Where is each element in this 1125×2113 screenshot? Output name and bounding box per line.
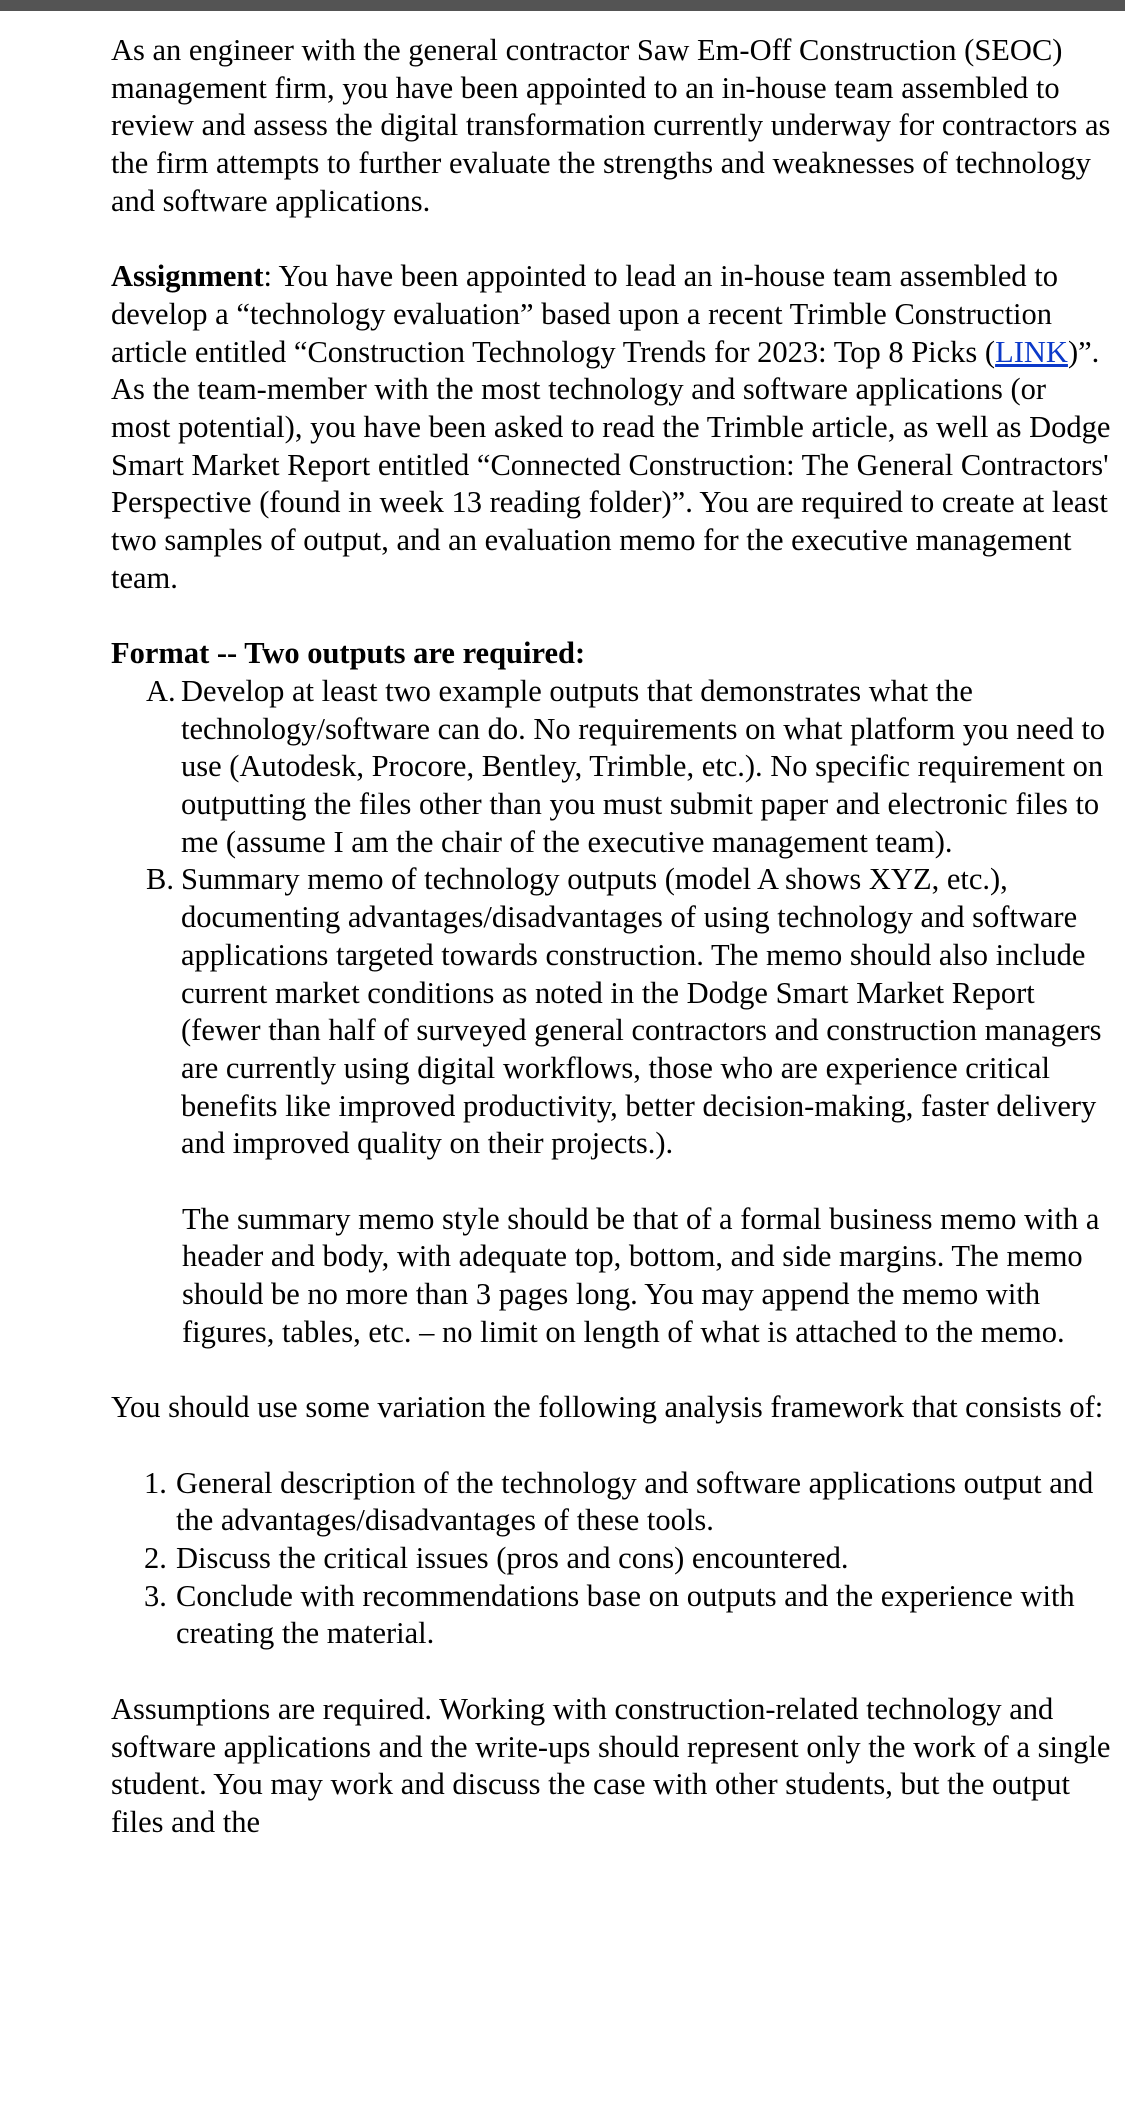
list-item-text: Develop at least two example outputs that demonstrates what the technology/software can do. No requirements on what platform you need to use (Autodesk, Procore, Bentley, Trimble, etc.). No specific requirement on outputting the files other than you must submit paper and electronic files to me (assume I am the chair of the executive management team). bbox=[181, 673, 1106, 859]
document-page bbox=[111, 32, 1111, 1842]
list-item-text: Discuss the critical issues (pros and cons) encountered. bbox=[176, 1541, 849, 1576]
trimble-article-link[interactable]: LINK bbox=[995, 334, 1068, 369]
framework-list-item-1 bbox=[144, 1465, 1111, 1540]
assignment-text-before-link: : You have been appointed to lead an in-house team assembled to develop a “technology evaluation” based upon a recent Trimble Construction article entitled “Construction Technology Trends for 2023: Top 8 Picks ( bbox=[111, 259, 1059, 369]
list-marker: 2. bbox=[144, 1541, 167, 1576]
framework-list-item-2 bbox=[144, 1540, 1111, 1578]
assumptions-paragraph: Assumptions are required. Working with construction-related technology and software applications and the write-ups should represent only the work of a single student. You may work and discuss the case with other students, but the output files and the bbox=[111, 1691, 1111, 1839]
assignment-paragraph bbox=[111, 258, 1111, 597]
list-item-text: Conclude with recommendations base on outputs and the experience with creating the material. bbox=[176, 1578, 1075, 1651]
intro-paragraph: As an engineer with the general contractor Saw Em-Off Construction (SEOC) management firm, you have been appointed to an in-house team assembled to review and assess the digital transformation currently underway for contractors as the firm attempts to further evaluate the strengths and weaknesses of technology and software applications. bbox=[111, 33, 1111, 218]
list-marker: 1. bbox=[144, 1465, 167, 1500]
list-marker: 3. bbox=[144, 1578, 167, 1613]
framework-list-item-3 bbox=[144, 1578, 1111, 1653]
list-marker: B. bbox=[146, 862, 174, 897]
list-item-text: General description of the technology and software applications output and the advantages/disadvantages of these tools. bbox=[176, 1465, 1094, 1538]
assignment-label: Assignment bbox=[111, 259, 264, 294]
list-marker: A. bbox=[146, 673, 176, 708]
memo-style-paragraph: The summary memo style should be that of a formal business memo with a header and body, with adequate top, bottom, and side margins. The memo should be no more than 3 pages long. You may append the memo with figures, tables, etc. – no limit on length of what is attached to the memo. bbox=[182, 1201, 1100, 1349]
format-list bbox=[146, 673, 1111, 1163]
top-scroll-bar bbox=[0, 0, 1125, 11]
assignment-text-after-link: )”. As the team-member with the most technology and software applications (or most potential), you have been asked to read the Trimble article, as well as Dodge Smart Market Report entitled “Connected Construction: The General Contractors' Perspective (found in week 13 reading folder)”. You are required to create at least two samples of output, and an evaluation memo for the executive management team. bbox=[111, 334, 1111, 595]
list-item-text: Summary memo of technology outputs (model A shows XYZ, etc.), documenting advantages/disadvantages of using technology and software applications targeted towards construction. The memo should also include current market conditions as noted in the Dodge Smart Market Report (fewer than half of surveyed general contractors and construction managers are currently using digital workflows, those who are experience critical benefits like improved productivity, better decision-making, faster delivery and improved quality on their projects.). bbox=[181, 862, 1102, 1161]
format-heading: Format -- Two outputs are required: bbox=[111, 636, 586, 671]
framework-list bbox=[144, 1465, 1111, 1654]
format-list-item-b bbox=[146, 861, 1111, 1163]
format-list-item-a bbox=[146, 673, 1111, 862]
framework-intro: You should use some variation the following analysis framework that consists of: bbox=[111, 1390, 1104, 1425]
